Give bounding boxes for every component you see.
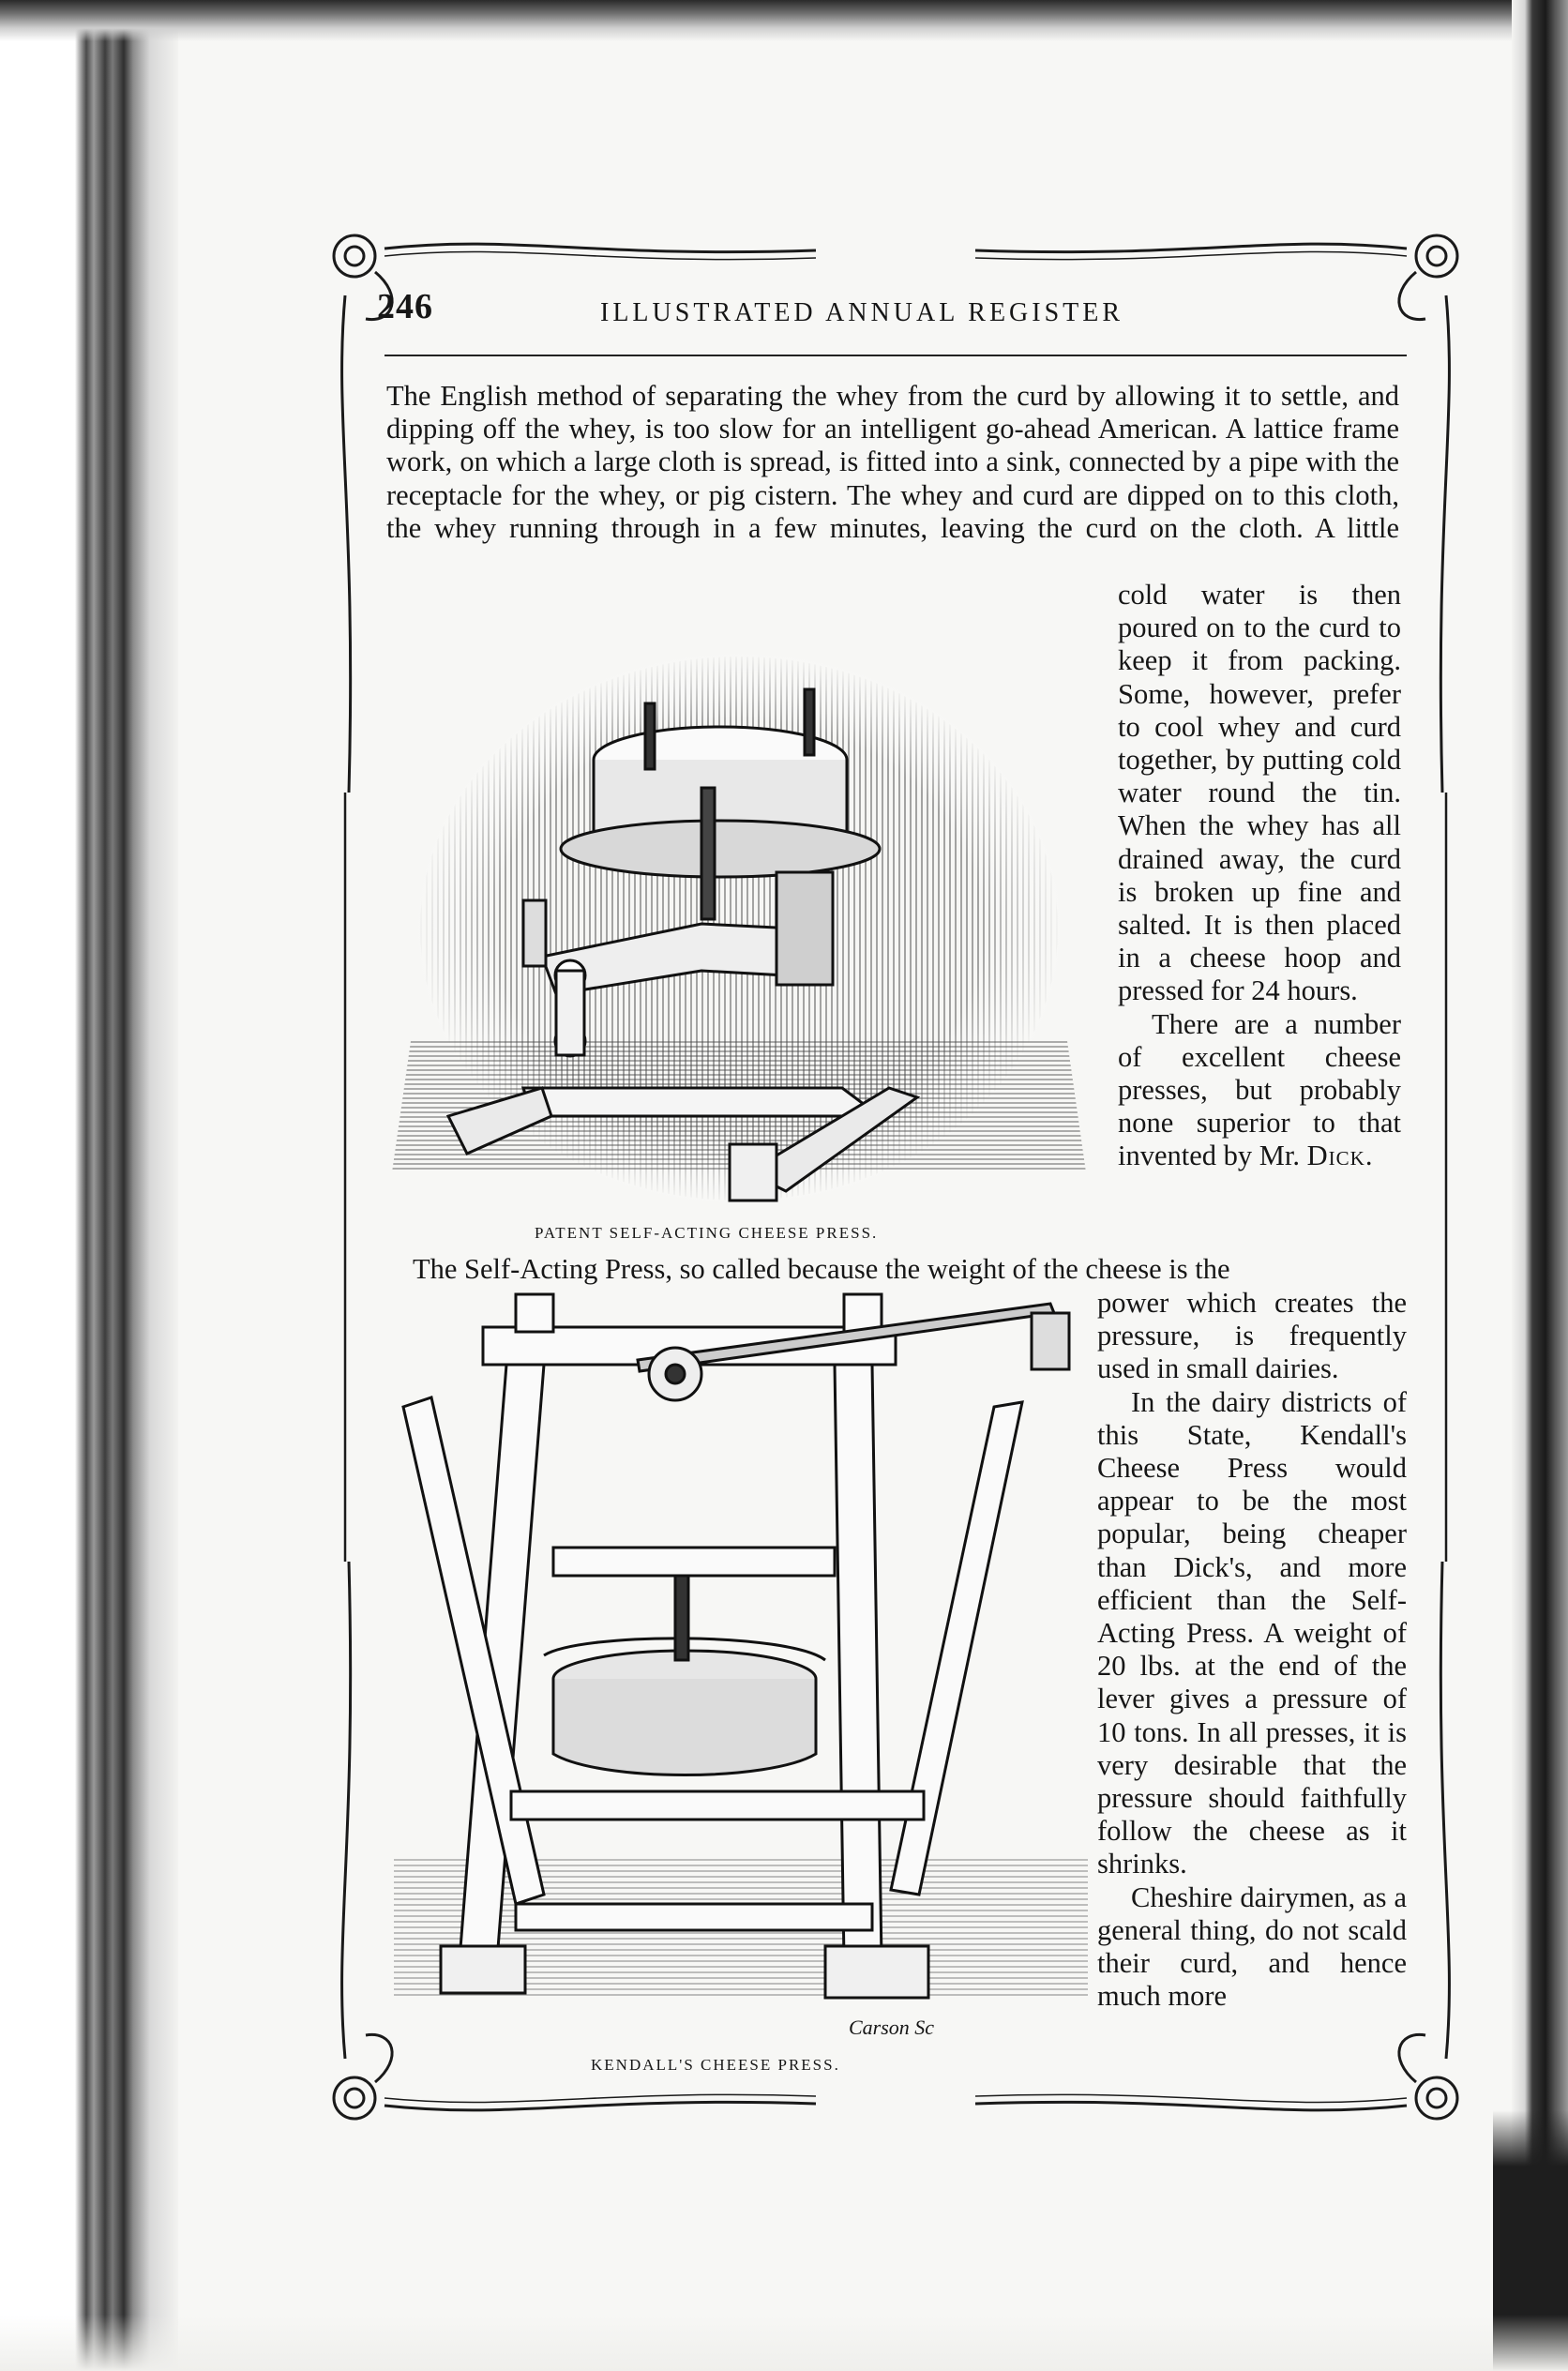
page-number: 246 — [377, 287, 433, 326]
right-column-lower — [1097, 1287, 1407, 2013]
running-head: ILLUSTRATED ANNUAL REGISTER — [600, 298, 1124, 327]
page-bottom-shade — [0, 2315, 1568, 2371]
engraver-signature: Carson Sc — [849, 2016, 935, 2039]
intro-paragraph: The English method of separating the whey from the curd by allowing it to settle, and dipping off the whey, is too slow for an intelligent go-ahead American. A lattice frame work, on which a large cloth is spread, is fitted into a sink, connected by a pipe with the receptacle for the whey, or pig cistern. The whey and curd are dipped on to this cloth, the whey running through in a few minutes, leaving the curd on the cloth. A little — [386, 380, 1399, 544]
curd-processing-paragraph: cold water is then poured on to the curd to keep it from packing. Some, however, prefer to cool whey and curd together, by putting cold water round the tin. When the whey has all drained away, the curd is broken up fine and salted. It is then placed in a cheese hoop and pressed for 24 hours. — [1118, 579, 1401, 1007]
header-rule — [384, 355, 1407, 356]
self-acting-cheese-press-illustration — [392, 647, 1095, 1219]
inventor-name: Dick. — [1306, 1140, 1374, 1172]
book-top-edge — [0, 0, 1568, 41]
kendall-press-paragraph: In the dairy districts of this State, Kendall's Cheese Press would appear to be the most popular, being cheaper than Dick's, and more efficient than the Self-Acting Press. A weight of 20 lbs. at the end of the lever gives a pressure of 10 tons. In all presses, it is very desirable that the pressure should faithfully follow the cheese as it shrinks. — [1097, 1385, 1407, 1880]
self-acting-continuation: power which creates the pressure, is frequently used in small dairies. — [1097, 1287, 1407, 1385]
cheshire-paragraph: Cheshire dairymen, as a general thing, do not scald their curd, and hence much more — [1097, 1880, 1407, 2013]
kendall-cheese-press-illustration — [394, 1285, 1088, 2035]
cheese-presses-paragraph — [1118, 1008, 1401, 1173]
figure2-caption: KENDALL'S CHEESE PRESS. — [591, 2056, 840, 2074]
cheese-presses-text: There are a number of excellent cheese presses, but probably none superior to that invented by Mr. — [1118, 1007, 1401, 1172]
figure1-caption: PATENT SELF-ACTING CHEESE PRESS. — [535, 1224, 879, 1242]
self-acting-press-line: The Self-Acting Press, so called because the weight of the cheese is the — [413, 1253, 1230, 1285]
book-edge-right — [1512, 0, 1568, 2371]
book-spine-left — [0, 0, 178, 2371]
right-column-upper — [1118, 579, 1401, 1173]
